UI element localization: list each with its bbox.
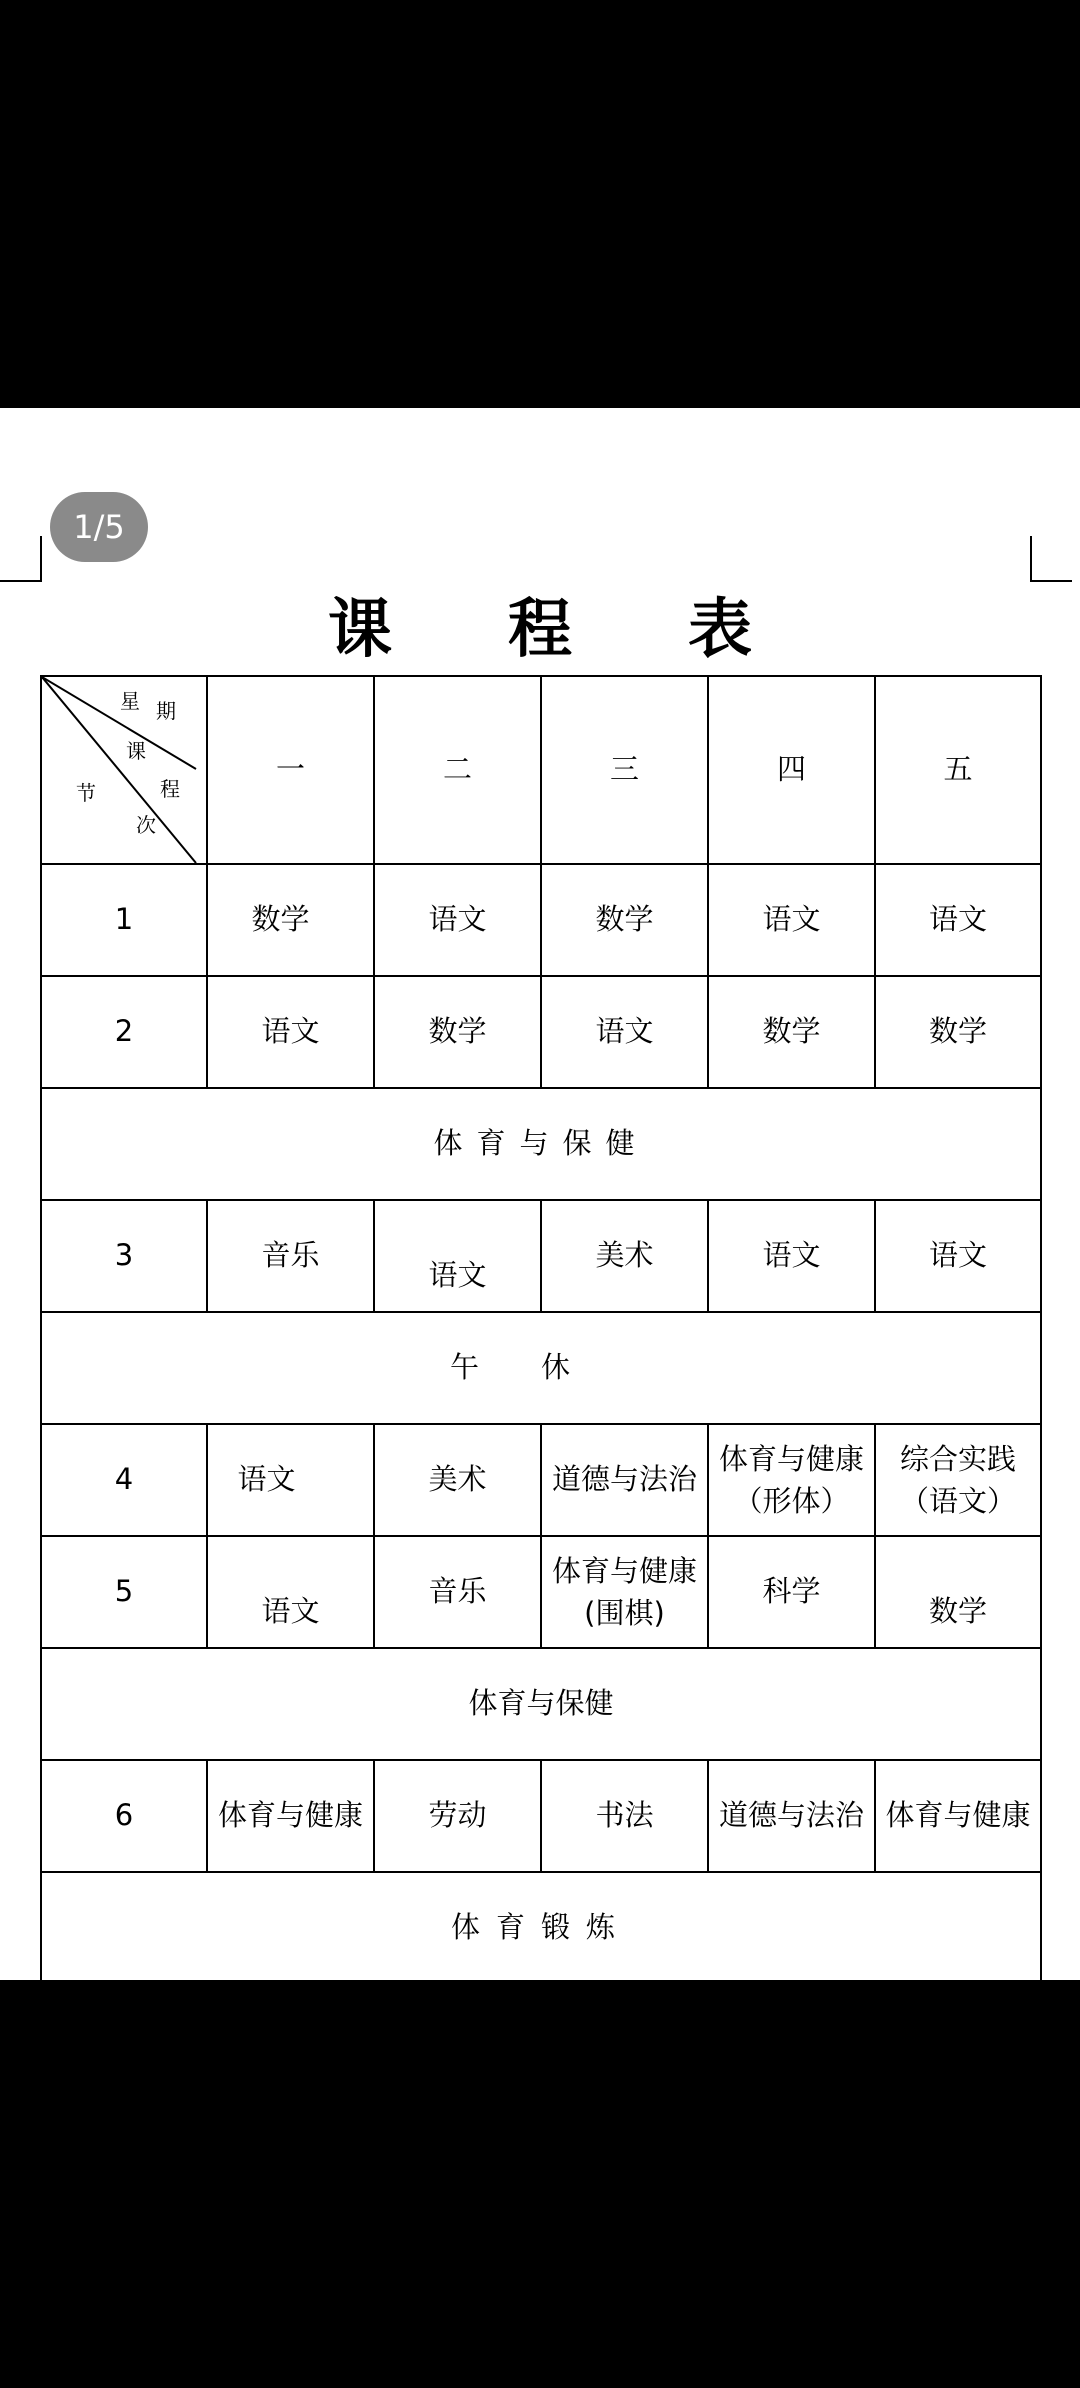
course-cell: 数学 [541,864,708,976]
period-number: 2 [41,976,207,1088]
course-cell: 道德与法治 [708,1760,875,1872]
period-number: 4 [41,1424,207,1536]
course-cell: 语文 [708,864,875,976]
band-cell: 午休 [41,1312,1041,1424]
course-cell [875,1536,1041,1648]
course-cell [708,1424,875,1536]
course-name: 体育与健康(围棋) [551,1553,697,1630]
day-header: 一 [207,676,374,864]
bottom-black-area [0,1980,1080,2388]
band-row [41,1088,1041,1200]
course-name: 综合实践（语文） [899,1441,1016,1518]
course-cell: 劳动 [374,1760,541,1872]
period-number: 1 [41,864,207,976]
period-row [41,1536,1041,1648]
course-cell: 音乐 [207,1200,374,1312]
day-header: 三 [541,676,708,864]
corner-label-course: 课 [126,739,146,763]
period-row [41,864,1041,976]
page-corner-mark-right [1030,536,1072,582]
corner-label-week: 期 [156,699,176,723]
course-cell [374,1200,541,1312]
course-cell [207,1536,374,1648]
course-cell: 体育与健康 [875,1760,1041,1872]
header-row [41,676,1041,864]
top-black-area [0,0,1080,408]
course-cell: 语文 [708,1200,875,1312]
course-cell: 语文 [374,864,541,976]
band-row [41,1312,1041,1424]
course-cell: 语文 [875,864,1041,976]
course-name: 语文 [261,1594,320,1629]
course-name: 数学 [928,1594,987,1629]
band-row [41,1872,1041,1984]
course-name: 语文 [428,1258,487,1293]
period-number: 5 [41,1536,207,1648]
course-name: 语文 [237,1462,296,1497]
course-cell [207,864,374,976]
band-cell: 体育与保健 [41,1088,1041,1200]
course-cell: 音乐 [374,1536,541,1648]
period-row [41,976,1041,1088]
course-cell: 科学 [708,1536,875,1648]
day-header: 二 [374,676,541,864]
course-cell [541,1536,708,1648]
course-cell: 美术 [541,1200,708,1312]
course-cell: 语文 [541,976,708,1088]
course-cell: 书法 [541,1760,708,1872]
band-row [41,1648,1041,1760]
document-title [0,578,1080,670]
day-header: 五 [875,676,1041,864]
period-row [41,1424,1041,1536]
course-cell [875,1424,1041,1536]
corner-label-period: 次 [136,813,156,837]
title-char: 课 [328,593,392,667]
corner-label-week: 星 [120,689,140,713]
course-cell: 语文 [875,1200,1041,1312]
course-name: 数学 [251,902,310,937]
course-name: 体育与健康（形体） [718,1441,864,1518]
course-cell: 数学 [875,976,1041,1088]
course-cell: 语文 [207,976,374,1088]
course-cell [207,1424,374,1536]
corner-label-period: 节 [76,781,96,805]
timetable [40,675,1042,1985]
period-row [41,1760,1041,1872]
title-char: 表 [688,593,752,667]
course-cell: 体育与健康 [207,1760,374,1872]
band-cell: 体育锻炼 [41,1872,1041,1984]
page-indicator: 1/5 [50,492,148,562]
course-cell: 道德与法治 [541,1424,708,1536]
title-char: 程 [508,593,572,667]
band-cell: 体育与保健 [41,1648,1041,1760]
period-number: 3 [41,1200,207,1312]
period-row [41,1200,1041,1312]
page-corner-mark-left [0,536,42,582]
day-header: 四 [708,676,875,864]
corner-header-cell [41,676,207,864]
period-number: 6 [41,1760,207,1872]
course-cell: 数学 [374,976,541,1088]
corner-label-course: 程 [160,777,180,801]
course-cell: 美术 [374,1424,541,1536]
course-cell: 数学 [708,976,875,1088]
